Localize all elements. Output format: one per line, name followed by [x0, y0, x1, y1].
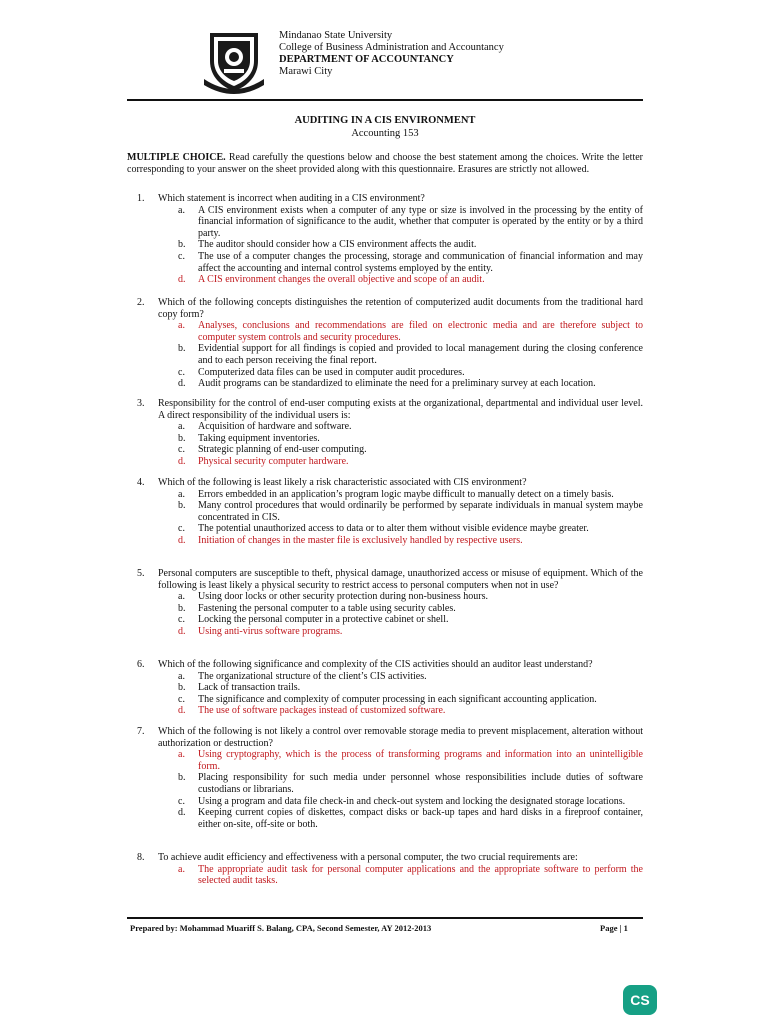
- question-item: [127, 726, 643, 830]
- option-text: The potential unauthorized access to data or to alter them without visible evidence maybe greater.: [198, 523, 589, 535]
- answer-option: [178, 320, 643, 343]
- option-letter: b.: [178, 682, 186, 694]
- question-stem: Which of the following is not likely a control over removable storage media to prevent misplacement, alteration without authorization or destruction?: [158, 726, 643, 749]
- option-letter: d.: [178, 625, 186, 637]
- answer-option: [178, 444, 643, 456]
- option-letter: a.: [178, 863, 185, 875]
- option-letter: c.: [178, 693, 185, 705]
- answer-option: [178, 433, 643, 445]
- question-item: [127, 193, 643, 286]
- option-text: The use of a computer changes the processing, storage and communication of financial information and may affect the accounting and internal control systems employed by the entity.: [198, 250, 643, 274]
- question-number: 6.: [137, 659, 145, 670]
- answer-option: [178, 343, 643, 366]
- option-text: Evidential support for all findings is copied and provided to local management during the closing conference and to each person receiving the final report.: [198, 343, 643, 366]
- option-letter: c.: [178, 523, 185, 535]
- option-text: The significance and complexity of computer processing in each significant accounting application.: [198, 693, 597, 705]
- instructions-text: Read carefully the questions below and choose the best statement among the choices. Write the letter corresponding to your answer on the sheet provided along with this questionnaire. Erasures are strictly not allowed.: [127, 152, 644, 175]
- instructions: [127, 152, 643, 175]
- option-text: Physical security computer hardware.: [198, 455, 349, 467]
- option-letter: b.: [178, 239, 186, 251]
- answer-option: [178, 705, 643, 717]
- option-text: Using anti-virus software programs.: [198, 625, 343, 637]
- option-letter: b.: [178, 500, 186, 512]
- question-number: 2.: [137, 297, 145, 308]
- option-letter: a.: [178, 591, 185, 603]
- answer-option: [178, 682, 643, 694]
- option-letter: b.: [178, 772, 186, 784]
- question-number: 7.: [137, 726, 145, 737]
- option-text: Keeping current copies of diskettes, compact disks or back-up tapes and hard disks in a fireproof container, either on-site, off-site or both.: [198, 807, 643, 830]
- institution-header: [279, 30, 504, 78]
- option-text: Strategic planning of end-user computing.: [198, 444, 367, 456]
- option-text: Audit programs can be standardized to eliminate the need for a preliminary survey at each location.: [198, 378, 596, 390]
- question-item: [127, 568, 643, 638]
- option-text: A CIS environment exists when a computer of any type or size is involved in the processing by the entity of financial information of significance to the audit, whether that computer is operated by the entity or by a third party.: [198, 204, 643, 239]
- option-letter: c.: [178, 795, 185, 807]
- answer-option: [178, 251, 643, 274]
- question-number: 1.: [137, 193, 145, 204]
- option-letter: d.: [178, 274, 186, 286]
- answer-option: [178, 456, 643, 468]
- answer-option: [178, 205, 643, 240]
- option-letter: d.: [178, 455, 186, 467]
- answer-option: [178, 421, 643, 433]
- option-letter: a.: [178, 204, 185, 216]
- option-text: The auditor should consider how a CIS environment affects the audit.: [198, 239, 477, 251]
- page-number: Page | 1: [600, 923, 628, 933]
- question-number: 5.: [137, 568, 145, 579]
- option-text: The appropriate audit task for personal computer applications and the appropriate software to perform the selected audit tasks.: [198, 863, 643, 887]
- title-main: AUDITING IN A CIS ENVIRONMENT: [294, 115, 476, 126]
- option-letter: d.: [178, 378, 186, 390]
- university-seal-logo: [200, 27, 268, 95]
- option-text: Using cryptography, which is the process of transforming programs and information into an unintelligible form.: [198, 749, 643, 772]
- option-letter: d.: [178, 534, 186, 546]
- answer-option: [178, 500, 643, 523]
- option-letter: a.: [178, 320, 185, 332]
- question-stem: Personal computers are susceptible to theft, physical damage, unauthorized access or misuse of equipment. Which of the following is least likely a physical security to restrict access to personal computers when not in use?: [158, 568, 643, 591]
- option-text: Computerized data files can be used in computer audit procedures.: [198, 366, 465, 378]
- document-title: [127, 115, 643, 140]
- option-text: Many control procedures that would ordinarily be performed by separate individuals in manual system maybe concentrated in CIS.: [198, 500, 643, 523]
- option-text: The organizational structure of the client’s CIS activities.: [198, 670, 427, 682]
- department-name: DEPARTMENT OF ACCOUNTANCY: [279, 54, 454, 65]
- university-name: Mindanao State University: [279, 30, 393, 41]
- footer-divider: [127, 917, 643, 919]
- title-course: Accounting 153: [351, 127, 419, 139]
- option-letter: a.: [178, 488, 185, 500]
- answer-option: [178, 523, 643, 535]
- option-letter: b.: [178, 343, 186, 355]
- answer-option: [178, 864, 643, 887]
- prepared-by: Prepared by: Mohammad Muariff S. Balang, CPA, Second Semester, AY 2012-2013: [130, 923, 432, 933]
- college-name: College of Business Administration and Accountancy: [279, 42, 504, 53]
- question-stem: Responsibility for the control of end-user computing exists at the organizational, departmental and individual user level. A direct responsibility of the individual users is:: [158, 398, 643, 421]
- option-letter: b.: [178, 432, 186, 444]
- question-stem: Which of the following significance and complexity of the CIS activities should an auditor least understand?: [158, 659, 593, 670]
- question-stem: Which statement is incorrect when auditing in a CIS environment?: [158, 193, 425, 204]
- answer-option: [178, 772, 643, 795]
- answer-option: [178, 671, 643, 683]
- option-text: Taking equipment inventories.: [198, 432, 320, 444]
- answer-option: [178, 603, 643, 615]
- option-letter: c.: [178, 614, 185, 626]
- option-text: Locking the personal computer in a protective cabinet or shell.: [198, 614, 449, 626]
- option-text: Initiation of changes in the master file is exclusively handled by respective users.: [198, 534, 523, 546]
- option-letter: c.: [178, 366, 185, 378]
- option-text: A CIS environment changes the overall objective and scope of an audit.: [198, 274, 485, 286]
- question-stem: Which of the following is least likely a risk characteristic associated with CIS environment?: [158, 477, 527, 488]
- option-letter: a.: [178, 670, 185, 682]
- answer-option: [178, 626, 643, 638]
- question-item: [127, 297, 643, 390]
- option-letter: d.: [178, 705, 186, 717]
- question-item: [127, 852, 643, 887]
- question-number: 4.: [137, 477, 145, 488]
- answer-option: [178, 614, 643, 626]
- camscanner-badge[interactable]: CS: [623, 985, 657, 1015]
- question-number: 3.: [137, 398, 145, 409]
- option-letter: b.: [178, 602, 186, 614]
- option-text: Acquisition of hardware and software.: [198, 421, 352, 433]
- answer-option: [178, 535, 643, 547]
- option-letter: a.: [178, 421, 185, 433]
- answer-option: [178, 807, 643, 830]
- instructions-lead: MULTIPLE CHOICE.: [127, 152, 226, 163]
- option-text: Using a program and data file check-in and check-out system and locking the designated storage locations.: [198, 795, 626, 807]
- question-item: [127, 398, 643, 468]
- header-divider: [127, 99, 643, 101]
- option-letter: d.: [178, 807, 186, 819]
- option-letter: c.: [178, 250, 185, 262]
- question-item: [127, 477, 643, 547]
- option-letter: a.: [178, 749, 185, 761]
- question-stem: To achieve audit efficiency and effectiveness with a personal computer, the two crucial requirements are:: [158, 852, 578, 863]
- answer-option: [178, 591, 643, 603]
- option-text: Placing responsibility for such media under personnel whose responsibilities include duties of software custodians or librarians.: [198, 772, 643, 795]
- question-item: [127, 659, 643, 717]
- option-letter: c.: [178, 444, 185, 456]
- option-text: Using door locks or other security protection during non-business hours.: [198, 591, 488, 603]
- option-text: Errors embedded in an application’s program logic maybe difficult to manually detect on a timely basis.: [198, 488, 614, 500]
- answer-option: [178, 274, 643, 286]
- city-name: Marawi City: [279, 66, 333, 77]
- answer-option: [178, 239, 643, 251]
- option-text: Fastening the personal computer to a table using security cables.: [198, 602, 456, 614]
- answer-option: [178, 749, 643, 772]
- answer-option: [178, 694, 643, 706]
- answer-option: [178, 378, 643, 390]
- question-number: 8.: [137, 852, 145, 863]
- option-text: Lack of transaction trails.: [198, 682, 301, 694]
- question-stem: Which of the following concepts distinguishes the retention of computerized audit documents from the traditional hard copy form?: [158, 297, 643, 320]
- answer-option: [178, 489, 643, 501]
- option-text: The use of software packages instead of customized software.: [198, 705, 446, 717]
- answer-option: [178, 367, 643, 379]
- option-text: Analyses, conclusions and recommendations are filed on electronic media and are therefore subject to computer system controls and security procedures.: [198, 320, 643, 343]
- answer-option: [178, 796, 643, 808]
